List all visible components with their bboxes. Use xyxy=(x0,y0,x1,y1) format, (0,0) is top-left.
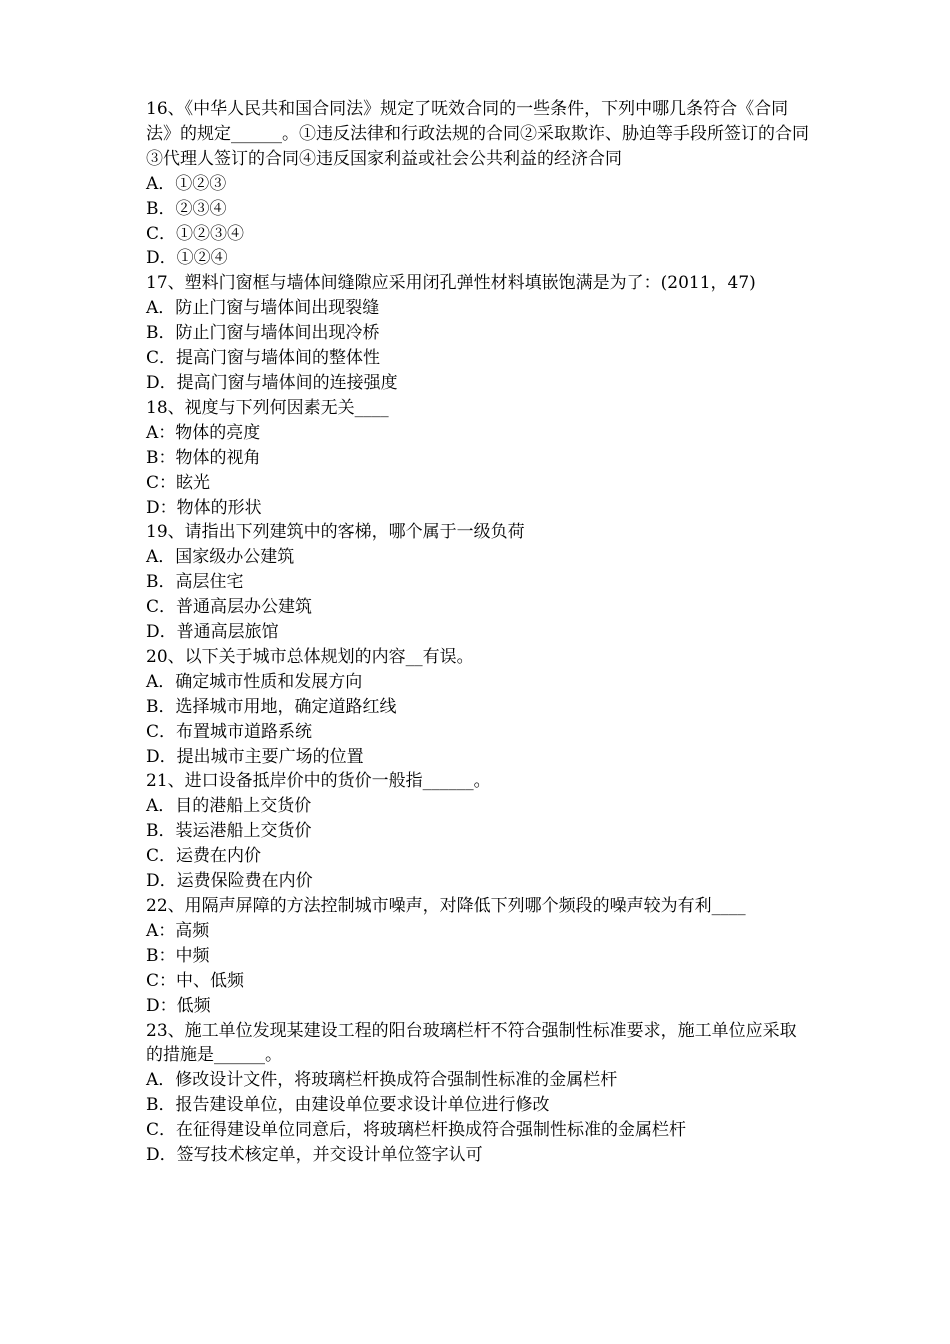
option-a: A．修改设计文件，将玻璃栏杆换成符合强制性标准的金属栏杆 xyxy=(146,1070,618,1091)
option-a: A．目的港船上交货价 xyxy=(146,796,312,817)
option-d: D：物体的形状 xyxy=(146,497,262,518)
option-c: C．提高门窗与墙体间的整体性 xyxy=(146,348,381,369)
question-19 xyxy=(146,520,810,645)
question-text: 19、请指出下列建筑中的客梯，哪个属于一级负荷 xyxy=(146,522,525,543)
option-c: C．布置城市道路系统 xyxy=(146,721,313,742)
option-d: D．运费保险费在内价 xyxy=(146,871,313,892)
document-page xyxy=(146,97,810,1168)
option-d: D：低频 xyxy=(146,995,211,1016)
option-b: B．高层住宅 xyxy=(146,572,244,593)
option-b: B．报告建设单位，由建设单位要求设计单位进行修改 xyxy=(146,1095,550,1116)
option-d: D．提高门窗与墙体间的连接强度 xyxy=(146,372,398,393)
question-text: 21、进口设备抵岸价中的货价一般指______。 xyxy=(146,771,491,792)
option-b: B：物体的视角 xyxy=(146,447,261,468)
option-c: C．①②③④ xyxy=(146,223,245,244)
option-b: B．选择城市用地，确定道路红线 xyxy=(146,696,397,717)
question-20 xyxy=(146,645,810,770)
question-21 xyxy=(146,769,810,894)
option-c: C．普通高层办公建筑 xyxy=(146,597,313,618)
option-a: A．①②③ xyxy=(146,173,227,194)
question-text: 16、《中华人民共和国合同法》规定了呒效合同的一些条件，下列中哪几条符合《合同法》的规定______。①违反法律和行政法规的合同②采取欺诈、胁迫等手段所签订的合同③代理人签订的合同④违反国家利益或社会公共利益的经济合同 xyxy=(146,99,809,169)
question-17 xyxy=(146,271,810,396)
option-c: C．运费在内价 xyxy=(146,846,262,867)
option-c: C：眩光 xyxy=(146,472,211,493)
option-c: C．在征得建设单位同意后，将玻璃栏杆换成符合强制性标准的金属栏杆 xyxy=(146,1120,687,1141)
option-a: A．防止门窗与墙体间出现裂缝 xyxy=(146,298,380,319)
question-22 xyxy=(146,894,810,1019)
option-b: B．②③④ xyxy=(146,198,227,219)
question-text: 23、施工单位发现某建设工程的阳台玻璃栏杆不符合强制性标准要求，施工单位应采取的措施是______。 xyxy=(146,1020,797,1066)
question-23 xyxy=(146,1019,810,1168)
question-text: 22、用隔声屏障的方法控制城市噪声，对降低下列哪个频段的噪声较为有利____ xyxy=(146,896,746,916)
option-b: B．防止门窗与墙体间出现冷桥 xyxy=(146,323,380,344)
option-d: D．签写技术核定单，并交设计单位签字认可 xyxy=(146,1145,483,1166)
option-a: A：高频 xyxy=(146,920,210,941)
option-b: B．装运港船上交货价 xyxy=(146,821,312,842)
option-b: B：中频 xyxy=(146,945,210,966)
question-text: 17、塑料门窗框与墙体间缝隙应采用闭孔弹性材料填嵌饱满是为了：(2011，47) xyxy=(146,273,756,294)
question-18 xyxy=(146,396,810,521)
question-text: 20、以下关于城市总体规划的内容__有误。 xyxy=(146,646,474,667)
question-text: 18、视度与下列何因素无关____ xyxy=(146,397,389,418)
option-c: C：中、低频 xyxy=(146,970,245,991)
option-a: A．国家级办公建筑 xyxy=(146,547,295,568)
option-d: D．①②④ xyxy=(146,248,228,269)
option-a: A．确定城市性质和发展方向 xyxy=(146,671,363,692)
option-d: D．提出城市主要广场的位置 xyxy=(146,746,364,767)
option-d: D．普通高层旅馆 xyxy=(146,622,279,643)
question-16 xyxy=(146,97,810,271)
option-a: A：物体的亮度 xyxy=(146,422,261,443)
